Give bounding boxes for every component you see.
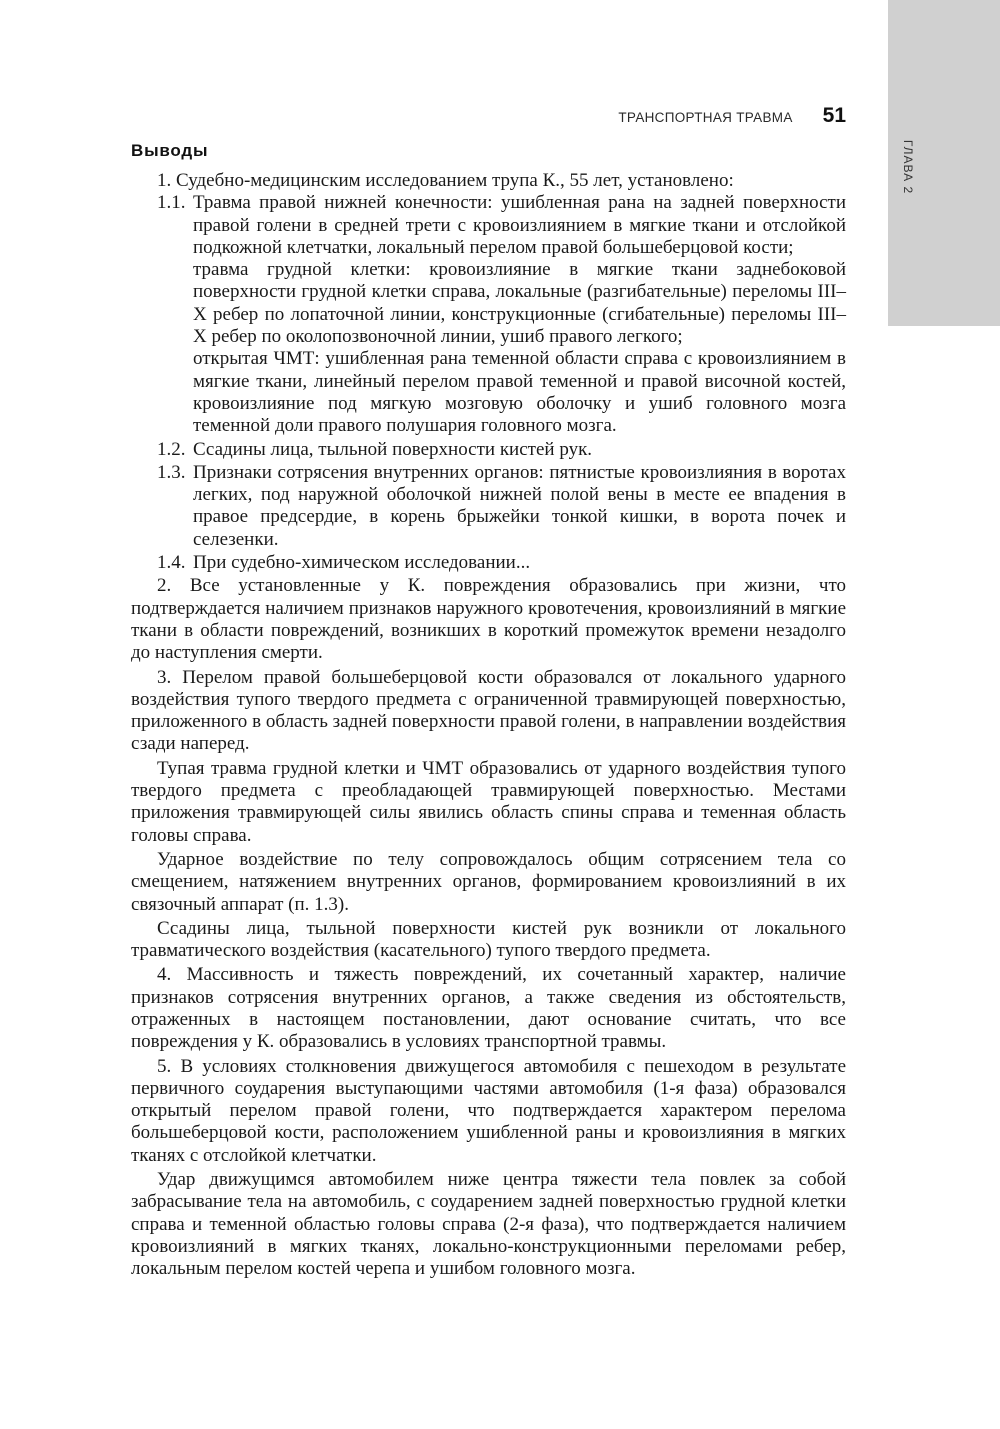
running-title: ТРАНСПОРТНАЯ ТРАВМА — [618, 110, 793, 125]
sub-item-1-2 — [131, 439, 846, 461]
page-number: 51 — [822, 104, 846, 127]
section-heading: Выводы — [131, 141, 209, 160]
sub-item-paragraph: травма грудной клетки: кровоизлияние в мягкие ткани заднебоковой поверхности грудной клетки справа, локальные (разгибательные) переломы III–X ребер по лопаточной линии, конструкционные (сгибательные) переломы III–X ребер по околопозвоночной линии, ушиб правого легкого; — [193, 259, 846, 348]
sub-item-paragraph: Травма правой нижней конечности: ушибленная рана на задней поверхности правой голени в средней трети с кровоизлиянием в мягкие ткани и отслойкой подкожной клетчатки, локальный перелом правой большеберцовой кости; — [193, 192, 846, 258]
sub-item-1-1 — [131, 192, 846, 437]
paragraph: 3. Перелом правой большеберцовой кости образовался от локального ударного воздействия тупого твердого предмета с ограниченной травмирующей поверхностью, приложенного в область задней поверхности правой голени, в направлении воздействия сзади наперед. — [131, 666, 846, 755]
sub-item-1-4 — [131, 552, 846, 574]
sub-item-number: 1.1. — [157, 192, 186, 214]
sub-item-text — [193, 192, 846, 437]
sub-item-number: 1.4. — [157, 552, 186, 574]
sub-item-number: 1.3. — [157, 461, 186, 483]
paragraph: Тупая травма грудной клетки и ЧМТ образовались от ударного воздействия тупого твердого предмета с преобладающей травмирующей поверхностью. Местами приложения травмирующей силы явились область спины справа и теменная область головы справа. — [131, 757, 846, 846]
paragraph: Удар движущимся автомобилем ниже центра тяжести тела повлек за собой забрасывание тела на автомобиль, с соударением задней поверхностью грудной клетки справа и теменной областью головы справа (2-я фаза), что подтверждается наличием кровоизлияний в мягких тканях, локально-конструкционными переломами ребер, локальным перелом костей черепа и ушибом головного мозга. — [131, 1169, 846, 1280]
sub-item-text — [193, 439, 846, 461]
sub-item-paragraph: Ссадины лица, тыльной поверхности кистей рук. — [193, 438, 593, 460]
conclusion-item-1: 1. Судебно-медицинским исследованием трупа К., 55 лет, установлено: — [157, 170, 734, 191]
running-header — [600, 104, 846, 130]
body-text — [131, 170, 846, 1283]
paragraph: 5. В условиях столкновения движущегося автомобиля с пешеходом в результате первичного соударения выступающими частями автомобиля (1-я фаза) образовался открытый перелом правой голени, что подтверждается характером перелома большеберцовой кости, расположением ушибленной раны и кровоизлияния в мягких тканях с отслойкой клетчатки. — [131, 1055, 846, 1166]
paragraph: 2. Все установленные у К. повреждения образовались при жизни, что подтверждается наличием признаков наружного кровотечения, кровоизлияний в мягкие ткани в области повреждений, возникших в короткий промежуток времени незадолго до наступления смерти. — [131, 575, 846, 664]
sub-item-1-3 — [131, 462, 846, 551]
paragraph: Ссадины лица, тыльной поверхности кистей рук возникли от локального травматического воздействия (касательного) тупого твердого предмета. — [131, 917, 846, 962]
sub-item-paragraph: открытая ЧМТ: ушибленная рана теменной области справа с кровоизлиянием в мягкие ткани, линейный перелом правой теменной и правой височной костей, кровоизлияние под мягкую мозговую оболочку и ушиб головного мозга теменной доли правого полушария головного мозга. — [193, 348, 846, 437]
chapter-tab-label: ГЛАВА 2 — [901, 139, 915, 195]
paragraph: 4. Массивность и тяжесть повреждений, их сочетанный характер, наличие признаков сотрясения внутренних органов, а также сведения из обстоятельств, отраженных в настоящем постановлении, дают основание считать, что все повреждения у К. образовались в условиях транспортной травмы. — [131, 964, 846, 1053]
sub-item-text — [193, 552, 846, 574]
sub-item-text — [193, 462, 846, 551]
sub-item-number: 1.2. — [157, 438, 186, 460]
sub-item-paragraph: Признаки сотрясения внутренних органов: пятнистые кровоизлияния в воротах легких, под наружной оболочкой нижней полой вены в месте ее впадения в правое предсердие, в корень брыжейки тонкой кишки, в ворота почек и селезенки. — [193, 461, 846, 550]
sub-item-paragraph: При судебно-химическом исследовании... — [193, 552, 531, 574]
paragraph: Ударное воздействие по телу сопровождалось общим сотрясением тела со смещением, натяжением внутренних органов, формированием кровоизлияний в их связочный аппарат (п. 1.3). — [131, 848, 846, 915]
